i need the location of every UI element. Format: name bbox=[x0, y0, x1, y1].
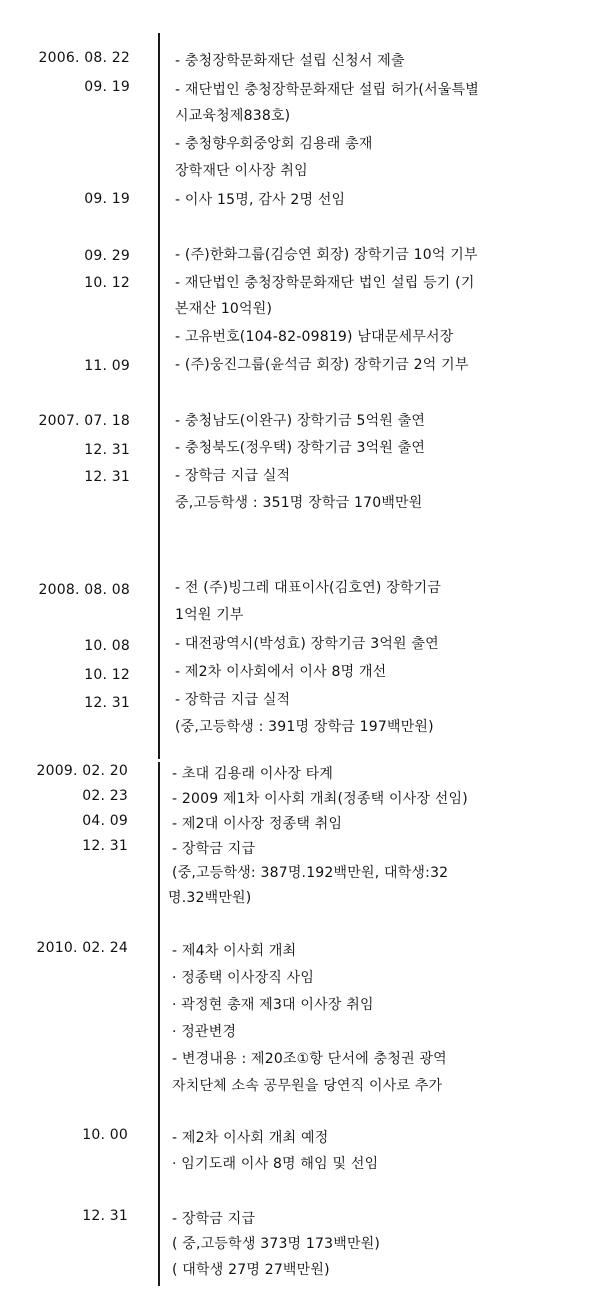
entry-text: 1억원 기부 bbox=[175, 607, 244, 623]
entry-text: - 제4차 이사회 개최 bbox=[172, 943, 297, 959]
entry-text: - 재단법인 충청장학문화재단 법인 설립 등기 (기 bbox=[175, 275, 475, 291]
timeline-line-bottom bbox=[158, 762, 160, 1286]
entry-text: · 임기도래 이사 8명 해임 및 선임 bbox=[172, 1156, 379, 1172]
entry-date: 10. 08 bbox=[84, 638, 130, 654]
entry-date: 10. 00 bbox=[82, 1127, 128, 1143]
entry-text: - 제2차 이사회 개최 예정 bbox=[172, 1130, 329, 1146]
entry-date: 04. 09 bbox=[82, 813, 128, 829]
entry-text: - 대전광역시(박성효) 장학기금 3억원 출연 bbox=[175, 636, 439, 652]
entry-date: 10. 12 bbox=[84, 667, 130, 683]
entry-text: - 초대 김용래 이사장 타계 bbox=[172, 766, 334, 782]
entry-text: - 전 (주)빙그레 대표이사(김호연) 장학기금 bbox=[175, 580, 442, 596]
entry-text: - 제2대 이사장 정종택 취임 bbox=[172, 816, 343, 832]
entry-date: 12. 31 bbox=[82, 838, 128, 854]
entry-text: - 장학금 지급 실적 bbox=[175, 692, 291, 708]
entry-text: - 제2차 이사회에서 이사 8명 개선 bbox=[175, 664, 387, 680]
entry-text: 중,고등학생 : 351명 장학금 170백만원 bbox=[175, 495, 423, 511]
entry-date: 11. 09 bbox=[84, 358, 130, 374]
entry-text: · 정관변경 bbox=[172, 1024, 237, 1040]
entry-text: (중,고등학생 : 391명 장학금 197백만원) bbox=[175, 719, 434, 735]
entry-text: - 이사 15명, 감사 2명 선임 bbox=[175, 192, 346, 208]
entry-text: ( 대학생 27명 27백만원) bbox=[172, 1262, 330, 1278]
entry-text: - 고유번호(104-82-09819) 남대문세무서장 bbox=[175, 329, 454, 345]
entry-text: - 장학금 지급 실적 bbox=[175, 468, 291, 484]
entry-date: 2006. 08. 22 bbox=[38, 50, 130, 66]
entry-text: 시교육청제838호) bbox=[175, 108, 291, 124]
entry-date: 02. 23 bbox=[82, 788, 128, 804]
entry-text: (중,고등학생: 387명.192백만원, 대학생:32 bbox=[172, 865, 449, 881]
entry-text: - 충청향우회중앙회 김용래 총재 bbox=[175, 136, 373, 152]
entry-text: 장학재단 이사장 취임 bbox=[175, 163, 308, 179]
entry-date: 2009. 02. 20 bbox=[36, 763, 128, 779]
entry-text: - 장학금 지급 bbox=[172, 1211, 256, 1227]
entry-text: - 장학금 지급 bbox=[172, 841, 256, 857]
entry-date: 09. 19 bbox=[84, 79, 130, 95]
entry-date: 10. 12 bbox=[84, 275, 130, 291]
entry-date: 12. 31 bbox=[82, 1208, 128, 1224]
entry-date: 09. 19 bbox=[84, 191, 130, 207]
entry-date: 2010. 02. 24 bbox=[36, 940, 128, 956]
entry-text: - 충청북도(정우택) 장학기금 3억원 출연 bbox=[175, 440, 426, 456]
timeline-line-top bbox=[158, 33, 160, 759]
entry-text: - 충청남도(이완구) 장학기금 5억원 출연 bbox=[175, 413, 426, 429]
entry-date: 09. 29 bbox=[84, 248, 130, 264]
entry-text: ( 중,고등학생 373명 173백만원) bbox=[172, 1236, 381, 1252]
entry-text: - (주)웅진그룹(윤석금 회장) 장학기금 2억 기부 bbox=[175, 357, 469, 373]
entry-text: 명.32백만원) bbox=[168, 890, 252, 906]
entry-date: 12. 31 bbox=[84, 442, 130, 458]
entry-date: 12. 31 bbox=[84, 695, 130, 711]
entry-text: 자치단체 소속 공무원을 당연직 이사로 추가 bbox=[172, 1078, 443, 1094]
entry-text: - 2009 제1차 이사회 개최(정종택 이사장 선임) bbox=[172, 791, 468, 807]
entry-date: 2007. 07. 18 bbox=[38, 413, 130, 429]
entry-text: 본재산 10억원) bbox=[175, 301, 273, 317]
entry-text: · 곽정현 총재 제3대 이사장 취임 bbox=[172, 997, 374, 1013]
entry-text: · 정종택 이사장직 사임 bbox=[172, 970, 315, 986]
entry-text: - (주)한화그룹(김승연 회장) 장학기금 10억 기부 bbox=[175, 247, 478, 263]
entry-text: - 재단법인 충청장학문화재단 설립 허가(서울특별 bbox=[175, 82, 479, 98]
entry-date: 2008. 08. 08 bbox=[38, 582, 130, 598]
entry-date: 12. 31 bbox=[84, 469, 130, 485]
entry-text: - 충청장학문화재단 설립 신청서 제출 bbox=[175, 53, 405, 69]
entry-text: - 변경내용 : 제20조①항 단서에 충청권 광역 bbox=[172, 1051, 447, 1067]
